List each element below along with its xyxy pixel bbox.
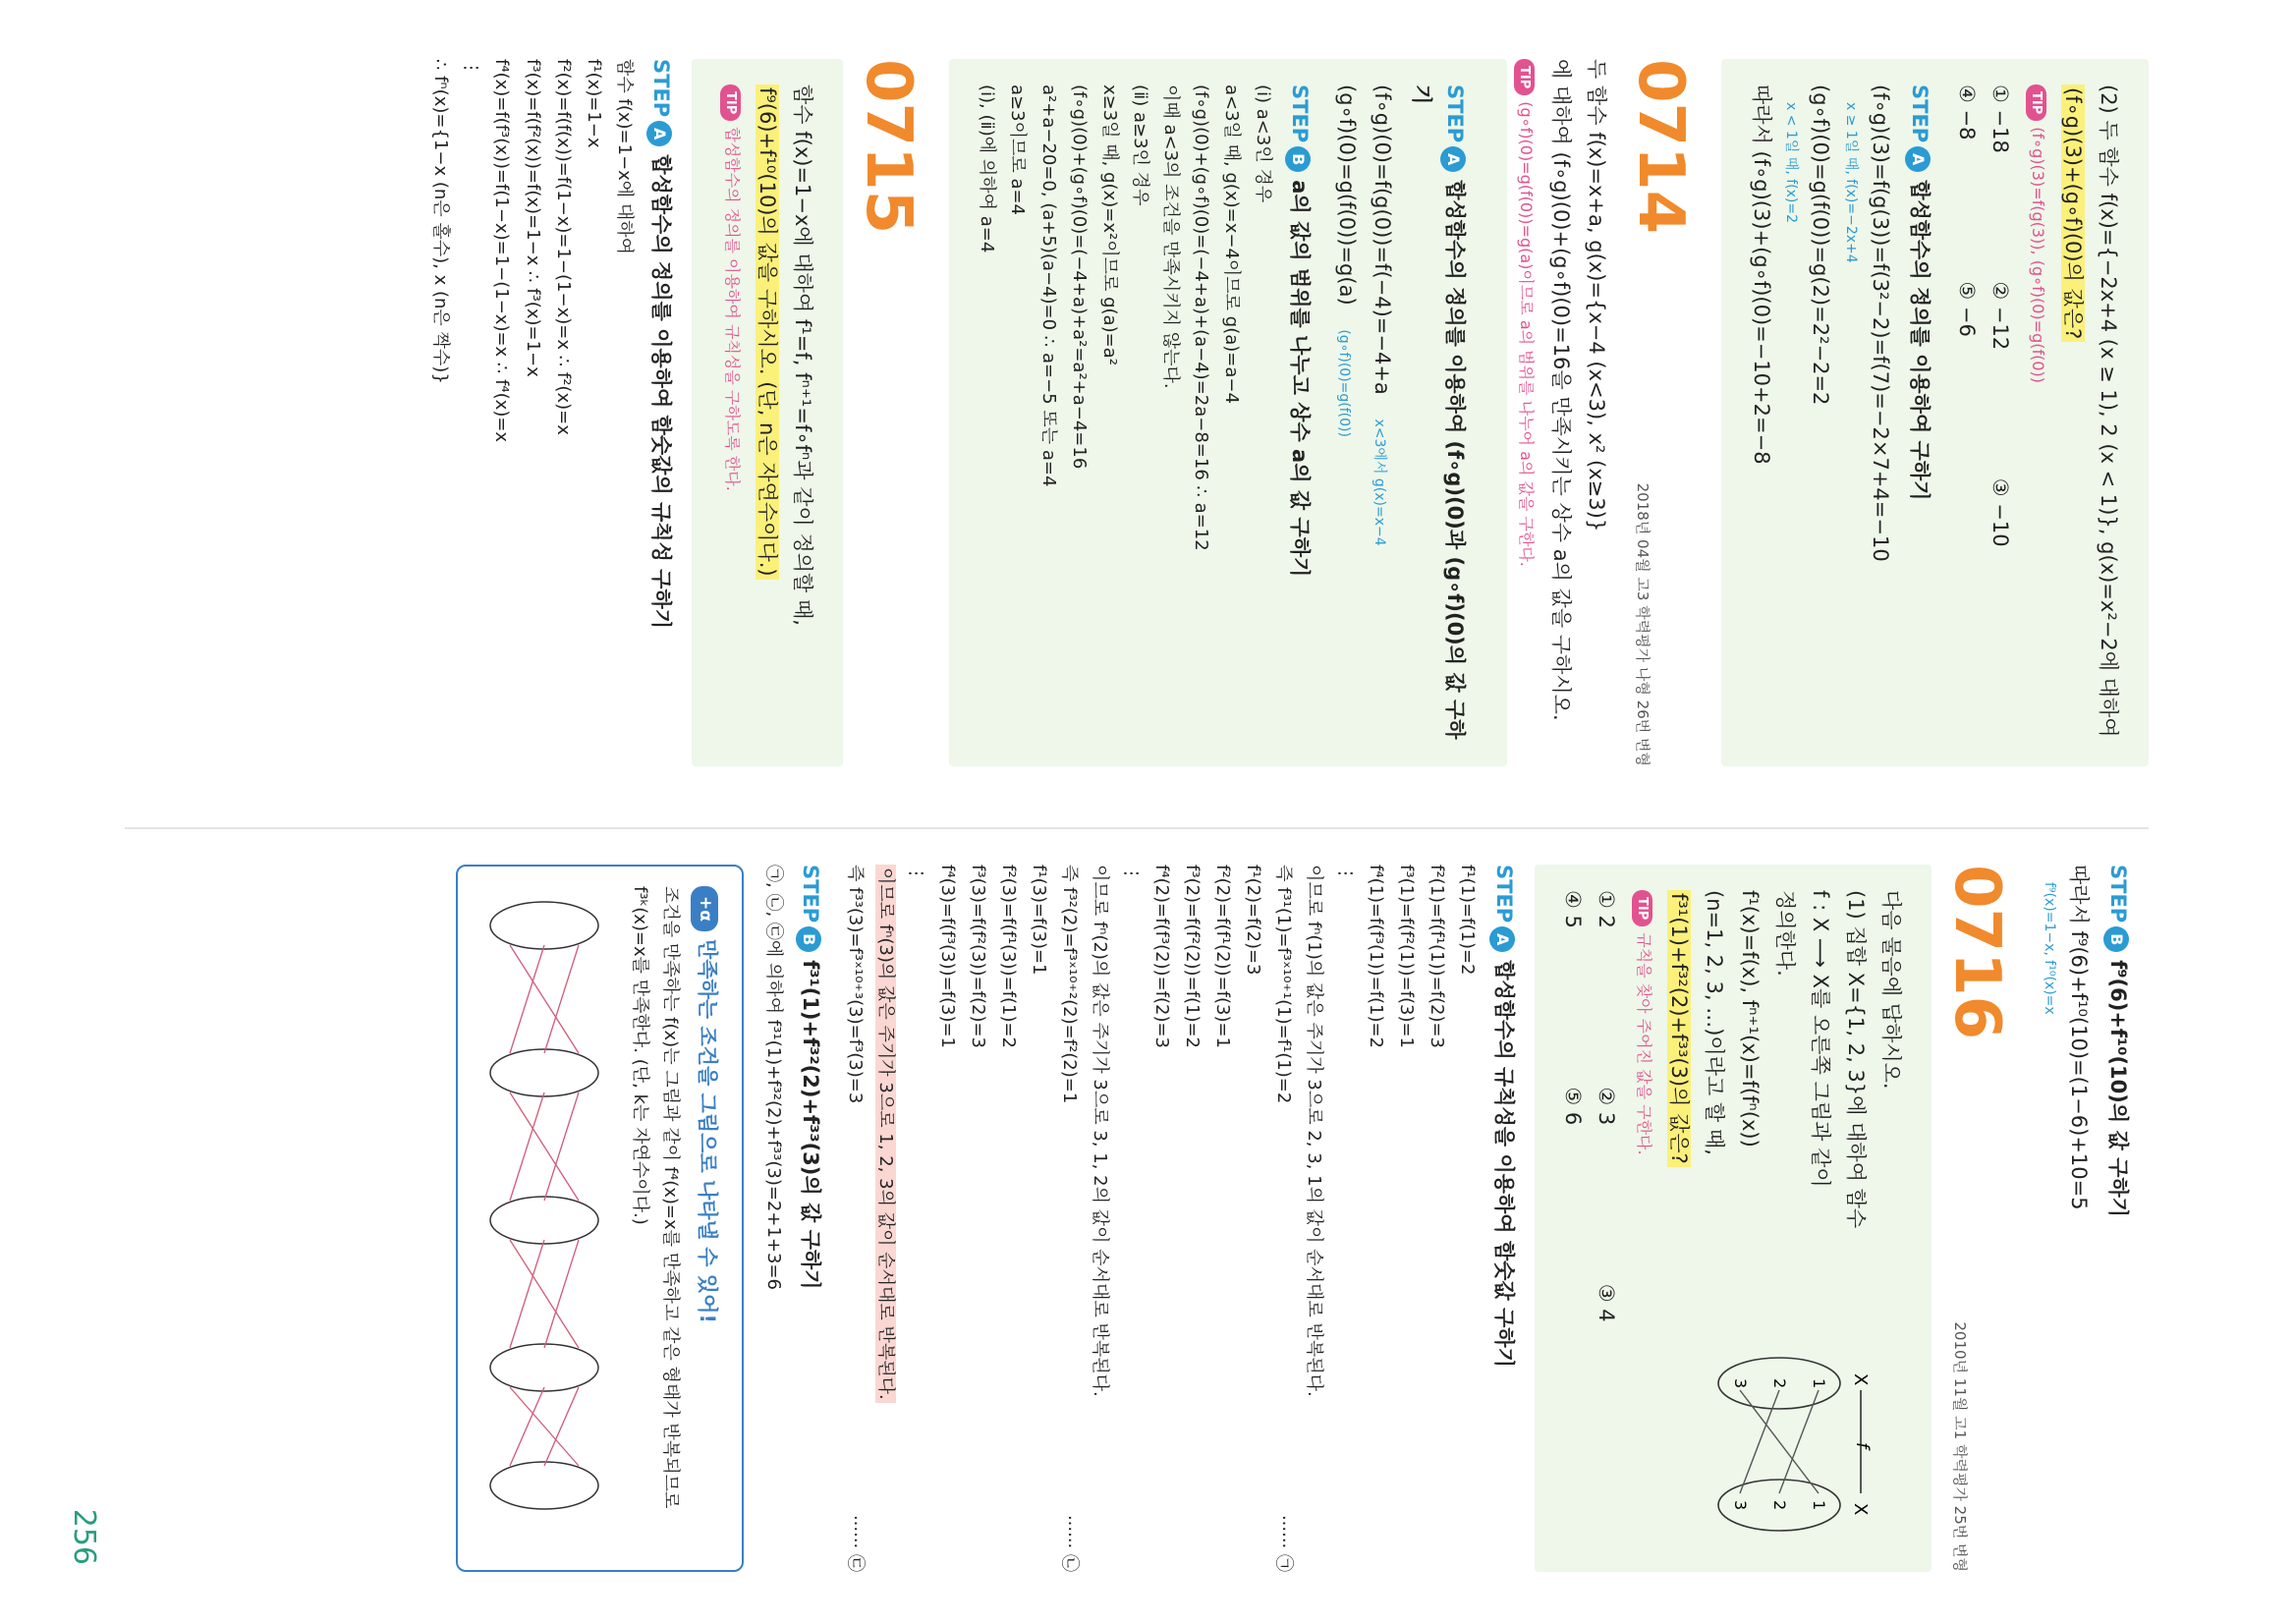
repeated-mapping-diagram xyxy=(485,886,613,1515)
question-text xyxy=(2056,84,2090,741)
solution-line: 이므로 fⁿ(2)의 값은 주기가 3으로 3, 1, 2의 값이 순서대로 반복된다. xyxy=(1090,865,1111,1397)
solution-line: ⋮ xyxy=(461,59,482,77)
solution-line: 즉 f³¹(1)=f³ˣ¹⁰⁺¹(1)=f¹(1)=2 ······ ㉠ xyxy=(1273,865,1295,1572)
solution-line: f⁴(1)=f(f³(1))=f(1)=2 xyxy=(1365,865,1386,1049)
solution-line: f¹(3)=f(3)=1 xyxy=(1029,865,1050,976)
question-box xyxy=(692,59,843,766)
solution-line: (ⅰ), (ⅱ)에 의하여 a=4 xyxy=(977,84,998,253)
step-b-heading: STEPBf³¹(1)+f³²(2)+f³³(3)의 값 구하기 xyxy=(794,865,827,1572)
choice: ③ −10 xyxy=(1988,477,2013,547)
problem-header xyxy=(1932,865,2038,1572)
problem-0713-continued xyxy=(1721,59,2149,766)
domain-label: X xyxy=(1850,1373,1872,1386)
tip-badge: TIP xyxy=(2026,84,2046,121)
choice: ④ −8 xyxy=(1955,84,1980,140)
solution-line: 이때 a<3의 조건을 만족시키지 않는다. xyxy=(1160,84,1182,389)
solution-line: x≥3일 때, g(x)=x²이므로 g(a)=a² xyxy=(1098,84,1120,365)
choice: ② −12 xyxy=(1988,281,2013,351)
solution-line: f⁴(2)=f(f³(2))=f(2)=3 xyxy=(1150,865,1172,1049)
side-note: x < 1일 때, f(x)=2 xyxy=(1783,102,1800,223)
question-text: (1) 집합 X={1, 2, 3}에 대하여 함수 xyxy=(1844,890,1869,1229)
tip: TIP규칙을 찾아 주어진 값을 구한다. xyxy=(1631,890,1656,1546)
choice: ② 3 xyxy=(1595,1087,1619,1126)
side-note: x ≥ 1일 때, f(x)=−2x+4 xyxy=(1843,102,1859,263)
choice: ① 2 xyxy=(1595,890,1619,928)
domain-element: 3 xyxy=(1731,1378,1751,1389)
problem-number: 0716 xyxy=(1940,865,2014,1040)
solution-line: f³(3)=f(f²(3))=f(2)=3 xyxy=(967,865,988,1049)
question-text: (n=1, 2, 3, …)이라고 할 때, xyxy=(1703,890,1727,1155)
choice: ④ 5 xyxy=(1561,890,1586,928)
mapping-arrow-2-to-3 xyxy=(1740,1390,1779,1493)
problem-0716-solution xyxy=(456,865,1521,1572)
solution-line: f⁴(3)=f(f³(3))=f(3)=1 xyxy=(936,865,958,1049)
problem-0714 xyxy=(949,59,1613,766)
question-text: 다음 물음에 답하시오. xyxy=(1879,890,1904,1090)
column-divider xyxy=(125,827,2149,829)
tip: TIP합성함수의 정의를 이용하여 규칙성을 구하도록 한다. xyxy=(719,84,745,741)
choice: ⑤ −6 xyxy=(1955,281,1980,337)
mapping-arrow-1-to-2 xyxy=(1779,1390,1819,1493)
plus-alpha-text: 조건을 만족하는 f(x)는 그림과 같이 f⁴(x)=x를 만족하고 같은 형태가 반복되므로 xyxy=(659,886,681,1509)
question-text: f³¹(1)+f³²(2)+f³³(3)의 값은? xyxy=(1662,890,1696,1546)
problem-number: 0715 xyxy=(852,59,925,235)
problem-0715 xyxy=(426,59,843,766)
step-b-heading: STEPBf⁹(6)+f¹⁰(10)의 값 구하기 xyxy=(2101,865,2135,1572)
problem-header xyxy=(1615,59,1721,766)
solution-line: f³(2)=f(f²(2))=f(1)=2 xyxy=(1181,865,1203,1049)
solution-line: (f∘g)(3)=f(g(3))=f(3²−2)=f(7)=−2×7+4=−10 xyxy=(1869,84,1893,562)
tip xyxy=(2025,84,2050,741)
solution-line: f²(2)=f(f¹(2))=f(3)=1 xyxy=(1211,865,1233,1049)
solution-line: (ⅱ) a≥3인 경우 xyxy=(1129,84,1150,206)
solution-line: a²+a−20=0, (a+5)(a−4)=0 ∴ a=−5 또는 a=4 xyxy=(1037,84,1059,487)
solution-line: f¹(1)=f(1)=2 xyxy=(1457,865,1479,976)
solution-line: (f∘g)(0)=f(g(0))=f(−4)=−4+a x<3에서 g(x)=x−4 xyxy=(1370,84,1394,546)
solution-line: 이므로 fⁿ(3)의 값은 주기가 3으로 1, 2, 3의 값이 순서대로 반복된다. xyxy=(871,865,900,1572)
side-note: f⁹(x)=1−x, f¹⁰(x)=x xyxy=(2041,882,2057,1015)
codomain-element: 1 xyxy=(1810,1500,1829,1511)
solution-line: ∴ fⁿ(x)={1−x (n은 홀수), x (n은 짝수)} xyxy=(430,59,452,384)
solution-line: 따라서 f⁹(6)+f¹⁰(10)=(1−6)+10=5 xyxy=(2066,865,2091,1210)
solution-line: (f∘g)(0)+(g∘f)(0)=(−4+a)+a²=a²+a−4=16 xyxy=(1068,84,1090,470)
step-b-heading: STEPBa의 값의 범위를 나누고 상수 a의 값 구하기 xyxy=(1283,84,1316,741)
solution-line: f³(x)=f(f²(x))=f(x)=1−x ∴ f³(x)=1−x xyxy=(522,59,543,377)
solution-line: ⋮ xyxy=(1334,865,1356,882)
step-a-heading: STEPA합성함수의 정의를 이용하여 (f∘g)(0)과 (g∘f)(0)의 값 구하기 xyxy=(1409,84,1467,740)
question-text: f¹(x)=f(x), fⁿ⁺¹(x)=f(fⁿ(x)) xyxy=(1738,890,1763,1148)
tip: TIP(g∘f)(0)=g(f(0))=g(a)이므로 a의 범위를 나누어 a의 값을 구한다. xyxy=(1513,59,1539,766)
solution-line: ㉠, ㉡, ㉢에 의하여 f³¹(1)+f³²(2)+f³³(3)=2+1+3=6 xyxy=(762,865,784,1290)
right-column xyxy=(456,865,2149,1572)
domain-element: 1 xyxy=(1810,1378,1829,1389)
solution-line: (g∘f)(0)=g(f(0))=g(2)=2²−2=2 xyxy=(1809,84,1833,406)
solution-line: f²(x)=f(f(x))=f(1−x)=1−(1−x)=x ∴ f²(x)=x xyxy=(552,59,574,435)
plus-alpha-badge: +α xyxy=(691,886,718,931)
step-a-heading: STEPA합성함수의 정의를 이용하여 구하기 xyxy=(1903,84,1936,741)
func-label: f xyxy=(1852,1442,1874,1449)
codomain-label: X xyxy=(1850,1503,1872,1516)
solution-line: 즉 f³³(3)=f³ˣ¹⁰⁺³(3)=f³(3)=3 ······ ㉢ xyxy=(845,865,867,1572)
answer-choices xyxy=(1950,84,2017,741)
problem-header xyxy=(843,59,949,766)
plus-alpha-text: f³ᵏ(x)=x를 만족한다. (단, k는 자연수이다.) xyxy=(629,886,650,1225)
solution-line: 따라서 (f∘g)(3)+(g∘f)(0)=−10+2=−8 xyxy=(1749,84,1773,465)
plus-alpha-title: +α만족하는 조건을 그림으로 나타낼 수 있어! xyxy=(691,886,724,1550)
solution-line: ⋮ xyxy=(1120,865,1142,882)
solution-box xyxy=(949,59,1507,766)
left-column xyxy=(424,59,2149,766)
solution-line: (f∘g)(0)+(g∘f)(0)=(−4+a)+(a−4)=2a−8=16 ∴ a=12 xyxy=(1191,84,1212,551)
solution-line: f⁴(x)=f(f³(x))=f(1−x)=1−(1−x)=x ∴ f⁴(x)=x xyxy=(491,59,513,443)
question-text: f : X ⟶ X를 오른쪽 그림과 같이 xyxy=(1809,890,1833,1188)
codomain-element: 3 xyxy=(1731,1500,1751,1511)
question-text: 에 대하여 (f∘g)(0)+(g∘f)(0)=16을 만족시키는 상수 a의 값을 구하시오. xyxy=(1548,59,1573,721)
choice: ① −18 xyxy=(1988,84,2013,153)
solution-line: a<3일 때, g(x)=x−4이므로 g(a)=a−4 xyxy=(1221,84,1243,404)
solution-line: (ⅰ) a<3인 경우 xyxy=(1252,84,1273,203)
problem-0715-continued xyxy=(2038,865,2135,1572)
page-number: 256 xyxy=(66,1508,101,1565)
step-a-heading: STEPA합성함수의 정의를 이용하여 함숫값의 규칙성 구하기 xyxy=(644,59,678,766)
solution-line: 이므로 fⁿ(1)의 값은 주기가 3으로 2, 3, 1의 값이 순서대로 반복된다. xyxy=(1304,865,1325,1397)
solution-line: a≥3이므로 a=4 xyxy=(1007,84,1029,216)
question-text: 정의한다. xyxy=(1773,890,1798,977)
step-a-heading: STEPA합성함수의 규칙성을 이용하여 함숫값 구하기 xyxy=(1487,865,1521,1572)
function-mapping-diagram xyxy=(1706,1346,1873,1542)
choice: ⑤ 6 xyxy=(1561,1087,1586,1126)
problem-source: 2018년 04월 고3 학력평가 나형 26번 변형 xyxy=(1633,482,1652,766)
problem-0716-question xyxy=(1535,865,1932,1572)
tip-text: (f∘g)(3)=f(g(3)), (g∘f)(0)=g(f(0)) xyxy=(2028,127,2047,383)
question-highlight: (f∘g)(3)+(g∘f)(0)의 값은? xyxy=(2061,84,2085,342)
domain-element: 2 xyxy=(1770,1378,1790,1389)
codomain-element: 2 xyxy=(1770,1500,1790,1511)
choice: ③ 4 xyxy=(1595,1283,1619,1322)
problem-source: 2010년 11월 고1 학력평가 25번 변형 xyxy=(1950,1321,1969,1572)
solution-line: f²(3)=f(f¹(3))=f(1)=2 xyxy=(997,865,1019,1049)
solution-line: 즉 f³²(2)=f³ˣ¹⁰⁺²(2)=f²(2)=1 ······ ㉡ xyxy=(1059,865,1081,1572)
question-text: 함수 f(x)=1−x에 대하여 f¹=f, fⁿ⁺¹=f∘fⁿ과 같이 정의할 때, xyxy=(791,84,815,626)
answer-choices xyxy=(1556,890,1623,1546)
solution-line: (g∘f)(0)=g(f(0))=g(a) (g∘f)(0)=g(f(0)) xyxy=(1334,84,1359,437)
question-text: 두 함수 f(x)=x+a, g(x)={x−4 (x<3), x² (x≥3)} xyxy=(1584,59,1608,532)
solution-line: ⋮ xyxy=(906,865,927,882)
problem-number: 0714 xyxy=(1623,59,1697,235)
solution-line: 함수 f(x)=1−x에 대하여 xyxy=(614,59,636,255)
solution-line: f¹(2)=f(2)=3 xyxy=(1243,865,1264,976)
plus-alpha-box xyxy=(456,865,743,1572)
question-text: (2) 두 함수 f(x)={−2x+4 (x ≥ 1), 2 (x < 1)}, g(x)=x²−2에 대하여 xyxy=(2097,84,2120,738)
solution-line: f²(1)=f(f¹(1))=f(2)=3 xyxy=(1427,865,1448,1049)
solution-line: f¹(x)=1−x xyxy=(583,59,604,148)
question-text: f⁹(6)+f¹⁰(10)의 값을 구하시오. (단, n은 자연수이다.) xyxy=(751,84,784,741)
solution-line: f³(1)=f(f²(1))=f(3)=1 xyxy=(1395,865,1417,1049)
